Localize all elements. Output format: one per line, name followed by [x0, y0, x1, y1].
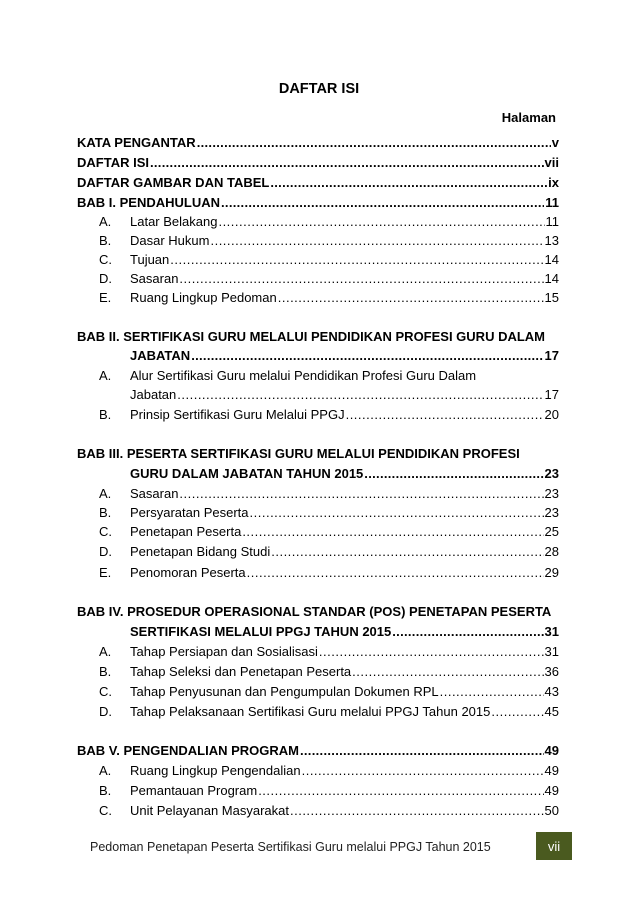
toc-section[interactable]: D. Tahap Pelaksanaan Sertifikasi Guru melalui PPGJ Tahun 2015 ..... 45 [99, 703, 559, 720]
toc-entry-daftar-isi[interactable]: DAFTAR ISI ..... vii [77, 154, 559, 171]
toc-section[interactable]: D. Penetapan Bidang Studi ..... 28 [99, 543, 559, 560]
toc-section[interactable]: Jabatan ..... 17 [130, 386, 559, 403]
toc-section[interactable]: B. Tahap Seleksi dan Penetapan Peserta ..... 36 [99, 663, 559, 680]
toc-section[interactable]: C. Penetapan Peserta ..... 25 [99, 523, 559, 540]
toc-section[interactable]: A. Latar Belakang ..... 11 [99, 213, 559, 230]
toc-section[interactable]: A. Tahap Persiapan dan Sosialisasi ..... 31 [99, 643, 559, 660]
toc-entry-kata-pengantar[interactable]: KATA PENGANTAR ..... v [77, 134, 559, 151]
toc-section[interactable]: E. Penomoran Peserta ..... 29 [99, 564, 559, 581]
toc-section[interactable]: A. Sasaran ..... 23 [99, 485, 559, 502]
toc-chapter-bab-1[interactable]: BAB I. PENDAHULUAN ..... 11 [77, 194, 559, 211]
halaman-header: Halaman [501, 110, 556, 125]
toc-section[interactable]: C. Unit Pelayanan Masyarakat ..... 50 [99, 802, 559, 819]
toc-section[interactable]: C. Tujuan ..... 14 [99, 251, 559, 268]
toc-section[interactable]: B. Prinsip Sertifikasi Guru Melalui PPGJ ..... 20 [99, 406, 559, 423]
toc-section[interactable]: B. Pemantauan Program ..... 49 [99, 782, 559, 799]
toc-chapter-bab-4-title[interactable]: BAB IV. PROSEDUR OPERASIONAL STANDAR (POS) PENETAPAN PESERTA [77, 604, 552, 619]
toc-section[interactable]: C. Tahap Penyusunan dan Pengumpulan Dokumen RPL ..... 43 [99, 683, 559, 700]
toc-chapter-bab-2[interactable]: JABATAN ..... 17 [130, 347, 559, 364]
toc-section[interactable]: A. Ruang Lingkup Pengendalian ..... 49 [99, 762, 559, 779]
toc-section[interactable]: D. Sasaran ..... 14 [99, 270, 559, 287]
toc-section[interactable]: B. Persyaratan Peserta ..... 23 [99, 504, 559, 521]
toc-chapter-bab-4[interactable]: SERTIFIKASI MELALUI PPGJ TAHUN 2015 ..... 31 [130, 623, 559, 640]
toc-chapter-bab-3[interactable]: GURU DALAM JABATAN TAHUN 2015 ..... 23 [130, 465, 559, 482]
toc-section-title[interactable]: A. Alur Sertifikasi Guru melalui Pendidikan Profesi Guru Dalam [99, 368, 477, 383]
page-title: DAFTAR ISI [278, 81, 360, 97]
toc-section[interactable]: E. Ruang Lingkup Pedoman ..... 15 [99, 289, 559, 306]
toc-entry-daftar-gambar[interactable]: DAFTAR GAMBAR DAN TABEL ..... ix [77, 174, 559, 191]
footer-text: Pedoman Penetapan Peserta Sertifikasi Guru melalui PPGJ Tahun 2015 [90, 840, 491, 854]
footer-page-number: vii [536, 832, 572, 860]
toc-section[interactable]: B. Dasar Hukum ..... 13 [99, 232, 559, 249]
toc-chapter-bab-5[interactable]: BAB V. PENGENDALIAN PROGRAM ..... 49 [77, 742, 559, 759]
toc-chapter-bab-2-title[interactable]: BAB II. SERTIFIKASI GURU MELALUI PENDIDIKAN PROFESI GURU DALAM [77, 329, 546, 344]
toc-chapter-bab-3-title[interactable]: BAB III. PESERTA SERTIFIKASI GURU MELALUI PENDIDIKAN PROFESI [77, 446, 520, 461]
